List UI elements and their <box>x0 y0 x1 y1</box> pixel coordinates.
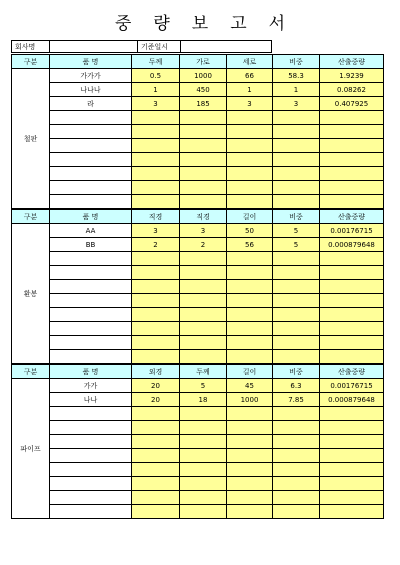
value-cell[interactable]: 20 <box>132 393 180 407</box>
company-field[interactable] <box>50 41 138 53</box>
table-row <box>12 294 384 308</box>
value-cell[interactable] <box>132 491 180 505</box>
value-cell[interactable]: 18 <box>180 393 227 407</box>
value-cell[interactable]: 7.85 <box>273 393 320 407</box>
table-row <box>12 421 384 435</box>
value-cell[interactable] <box>227 421 273 435</box>
column-header: 길이 <box>227 364 273 379</box>
value-cell[interactable] <box>320 167 384 181</box>
value-cell[interactable] <box>273 167 320 181</box>
value-cell[interactable] <box>320 463 384 477</box>
value-cell[interactable] <box>320 350 384 365</box>
table-row <box>12 336 384 350</box>
value-cell[interactable] <box>227 350 273 365</box>
item-name-cell[interactable] <box>50 463 132 477</box>
column-header: 직경 <box>180 209 227 224</box>
value-cell[interactable] <box>132 195 180 210</box>
value-cell[interactable] <box>180 505 227 519</box>
value-cell[interactable]: 5 <box>273 224 320 238</box>
value-cell[interactable] <box>180 322 227 336</box>
value-cell[interactable] <box>180 153 227 167</box>
table-row <box>12 238 384 252</box>
value-cell[interactable] <box>180 280 227 294</box>
value-cell[interactable] <box>132 280 180 294</box>
table-row <box>12 252 384 266</box>
value-cell[interactable] <box>320 477 384 491</box>
value-cell[interactable]: 56 <box>227 238 273 252</box>
value-cell[interactable] <box>180 195 227 210</box>
column-header: 비중 <box>273 209 320 224</box>
item-name-cell[interactable] <box>50 139 132 153</box>
table-row <box>12 407 384 421</box>
value-cell[interactable]: 5 <box>273 238 320 252</box>
value-cell[interactable] <box>273 421 320 435</box>
value-cell[interactable] <box>227 111 273 125</box>
value-cell[interactable] <box>132 266 180 280</box>
column-header: 가로 <box>180 55 227 69</box>
value-cell[interactable] <box>320 153 384 167</box>
value-cell[interactable] <box>320 322 384 336</box>
value-cell[interactable] <box>273 350 320 365</box>
item-name-cell[interactable] <box>50 449 132 463</box>
value-cell[interactable]: 66 <box>227 69 273 83</box>
column-header: 품 명 <box>50 55 132 69</box>
table-row <box>12 393 384 407</box>
table-row <box>12 505 384 519</box>
value-cell[interactable] <box>180 167 227 181</box>
item-name-cell[interactable]: 나나나 <box>50 83 132 97</box>
value-cell[interactable] <box>132 139 180 153</box>
company-label: 회사명 <box>12 41 50 53</box>
value-cell[interactable] <box>132 181 180 195</box>
value-cell[interactable] <box>273 322 320 336</box>
value-cell[interactable] <box>227 477 273 491</box>
value-cell[interactable] <box>273 294 320 308</box>
value-cell[interactable] <box>132 252 180 266</box>
value-cell[interactable] <box>273 252 320 266</box>
item-name-cell[interactable] <box>50 252 132 266</box>
value-cell[interactable]: 1000 <box>227 393 273 407</box>
value-cell[interactable] <box>320 195 384 210</box>
value-cell[interactable] <box>320 449 384 463</box>
item-name-cell[interactable] <box>50 195 132 210</box>
item-name-cell[interactable] <box>50 491 132 505</box>
column-header: 구분 <box>12 55 50 69</box>
value-cell[interactable]: 20 <box>132 379 180 393</box>
column-header: 세로 <box>227 55 273 69</box>
column-header: 비중 <box>273 55 320 69</box>
value-cell[interactable]: 5 <box>180 379 227 393</box>
table-row <box>12 181 384 195</box>
value-cell[interactable]: 1 <box>132 83 180 97</box>
value-cell[interactable] <box>227 252 273 266</box>
value-cell[interactable]: 6.3 <box>273 379 320 393</box>
value-cell[interactable]: 0.08262 <box>320 83 384 97</box>
item-name-cell[interactable] <box>50 421 132 435</box>
weight-report-sheet <box>11 54 384 519</box>
value-cell[interactable] <box>227 167 273 181</box>
value-cell[interactable] <box>320 491 384 505</box>
report-info-row <box>11 40 272 53</box>
value-cell[interactable] <box>227 280 273 294</box>
value-cell[interactable] <box>180 139 227 153</box>
value-cell[interactable] <box>273 308 320 322</box>
value-cell[interactable] <box>132 449 180 463</box>
value-cell[interactable] <box>180 477 227 491</box>
item-name-cell[interactable] <box>50 111 132 125</box>
table-row <box>12 139 384 153</box>
value-cell[interactable] <box>227 195 273 210</box>
value-cell[interactable] <box>180 435 227 449</box>
value-cell[interactable] <box>180 336 227 350</box>
item-name-cell[interactable] <box>50 181 132 195</box>
section-header-row <box>12 364 384 379</box>
column-header: 직경 <box>132 209 180 224</box>
item-name-cell[interactable]: 라 <box>50 97 132 111</box>
table-row <box>12 463 384 477</box>
value-cell[interactable]: 185 <box>180 97 227 111</box>
value-cell[interactable] <box>132 463 180 477</box>
value-cell[interactable] <box>227 322 273 336</box>
value-cell[interactable] <box>320 266 384 280</box>
column-header: 구분 <box>12 364 50 379</box>
value-cell[interactable]: 3 <box>132 97 180 111</box>
value-cell[interactable] <box>273 139 320 153</box>
item-name-cell[interactable] <box>50 407 132 421</box>
value-cell[interactable] <box>320 111 384 125</box>
value-cell[interactable] <box>320 336 384 350</box>
value-cell[interactable] <box>227 266 273 280</box>
column-header: 산출중량 <box>320 55 384 69</box>
item-name-cell[interactable]: 나나 <box>50 393 132 407</box>
value-cell[interactable] <box>273 407 320 421</box>
value-cell[interactable] <box>132 322 180 336</box>
value-cell[interactable]: 1 <box>227 83 273 97</box>
column-header: 산출중량 <box>320 209 384 224</box>
value-cell[interactable]: 0.000879648 <box>320 393 384 407</box>
value-cell[interactable] <box>227 491 273 505</box>
item-name-cell[interactable] <box>50 294 132 308</box>
item-name-cell[interactable]: BB <box>50 238 132 252</box>
value-cell[interactable] <box>180 350 227 365</box>
item-name-cell[interactable] <box>50 167 132 181</box>
value-cell[interactable] <box>132 407 180 421</box>
value-cell[interactable]: 45 <box>227 379 273 393</box>
value-cell[interactable] <box>180 266 227 280</box>
value-cell[interactable] <box>227 505 273 519</box>
report-title: 중량보고서 <box>114 14 308 34</box>
value-cell[interactable] <box>180 421 227 435</box>
value-cell[interactable] <box>227 435 273 449</box>
column-header: 길이 <box>227 209 273 224</box>
value-cell[interactable] <box>273 266 320 280</box>
value-cell[interactable] <box>132 308 180 322</box>
table-row <box>12 491 384 505</box>
table-row <box>12 83 384 97</box>
section-header-row <box>12 55 384 69</box>
value-cell[interactable] <box>273 181 320 195</box>
value-cell[interactable] <box>132 111 180 125</box>
value-cell[interactable] <box>273 463 320 477</box>
value-cell[interactable] <box>132 505 180 519</box>
value-cell[interactable] <box>320 421 384 435</box>
value-cell[interactable] <box>320 407 384 421</box>
value-cell[interactable] <box>227 407 273 421</box>
value-cell[interactable] <box>320 505 384 519</box>
value-cell[interactable] <box>180 111 227 125</box>
table-row <box>12 435 384 449</box>
item-name-cell[interactable] <box>50 280 132 294</box>
value-cell[interactable] <box>132 125 180 139</box>
value-cell[interactable] <box>273 449 320 463</box>
item-name-cell[interactable] <box>50 322 132 336</box>
table-row <box>12 125 384 139</box>
value-cell[interactable] <box>273 477 320 491</box>
value-cell[interactable] <box>320 252 384 266</box>
table-row <box>12 322 384 336</box>
value-cell[interactable] <box>227 139 273 153</box>
value-cell[interactable] <box>227 153 273 167</box>
value-cell[interactable]: 1.9239 <box>320 69 384 83</box>
value-cell[interactable] <box>180 294 227 308</box>
value-cell[interactable]: 1 <box>273 83 320 97</box>
item-name-cell[interactable]: AA <box>50 224 132 238</box>
section-label: 환봉 <box>12 224 50 365</box>
value-cell[interactable] <box>273 111 320 125</box>
section-header-row <box>12 209 384 224</box>
table-row <box>12 97 384 111</box>
table-row <box>12 266 384 280</box>
table-row <box>12 111 384 125</box>
table-row <box>12 308 384 322</box>
table-row <box>12 280 384 294</box>
column-header: 품 명 <box>50 209 132 224</box>
column-header: 산출중량 <box>320 364 384 379</box>
item-name-cell[interactable] <box>50 505 132 519</box>
value-cell[interactable] <box>320 308 384 322</box>
item-name-cell[interactable] <box>50 477 132 491</box>
value-cell[interactable] <box>180 181 227 195</box>
table-row <box>12 379 384 393</box>
value-cell[interactable] <box>320 280 384 294</box>
value-cell[interactable]: 0.5 <box>132 69 180 83</box>
table-row <box>12 350 384 365</box>
item-name-cell[interactable] <box>50 435 132 449</box>
value-cell[interactable]: 0.000879648 <box>320 238 384 252</box>
value-cell[interactable] <box>227 336 273 350</box>
item-name-cell[interactable] <box>50 153 132 167</box>
value-cell[interactable] <box>273 435 320 449</box>
value-cell[interactable] <box>273 125 320 139</box>
value-cell[interactable] <box>227 125 273 139</box>
value-cell[interactable] <box>132 477 180 491</box>
value-cell[interactable]: 3 <box>180 224 227 238</box>
item-name-cell[interactable] <box>50 336 132 350</box>
value-cell[interactable] <box>180 449 227 463</box>
value-cell[interactable] <box>320 435 384 449</box>
value-cell[interactable]: 0.00176715 <box>320 224 384 238</box>
value-cell[interactable] <box>132 167 180 181</box>
value-cell[interactable] <box>132 350 180 365</box>
table-row <box>12 153 384 167</box>
value-cell[interactable]: 58.3 <box>273 69 320 83</box>
value-cell[interactable]: 3 <box>227 97 273 111</box>
value-cell[interactable] <box>273 505 320 519</box>
value-cell[interactable] <box>227 308 273 322</box>
value-cell[interactable] <box>227 463 273 477</box>
table-row <box>12 224 384 238</box>
value-cell[interactable] <box>320 181 384 195</box>
table-row <box>12 477 384 491</box>
value-cell[interactable]: 0.407925 <box>320 97 384 111</box>
value-cell[interactable] <box>273 195 320 210</box>
value-cell[interactable] <box>273 153 320 167</box>
value-cell[interactable]: 3 <box>132 224 180 238</box>
table-row <box>12 195 384 210</box>
column-header: 비중 <box>273 364 320 379</box>
value-cell[interactable] <box>320 294 384 308</box>
value-cell[interactable] <box>132 294 180 308</box>
value-cell[interactable] <box>132 421 180 435</box>
section-label: 파이프 <box>12 379 50 519</box>
value-cell[interactable] <box>180 125 227 139</box>
value-cell[interactable] <box>273 336 320 350</box>
column-header: 두께 <box>132 55 180 69</box>
value-cell[interactable]: 1000 <box>180 69 227 83</box>
value-cell[interactable] <box>180 491 227 505</box>
item-name-cell[interactable] <box>50 125 132 139</box>
value-cell[interactable] <box>132 336 180 350</box>
value-cell[interactable]: 2 <box>180 238 227 252</box>
value-cell[interactable] <box>132 153 180 167</box>
column-header: 구분 <box>12 209 50 224</box>
value-cell[interactable]: 3 <box>273 97 320 111</box>
value-cell[interactable] <box>132 435 180 449</box>
date-field[interactable] <box>181 41 272 53</box>
value-cell[interactable] <box>320 125 384 139</box>
value-cell[interactable] <box>273 280 320 294</box>
table-row <box>12 449 384 463</box>
value-cell[interactable]: 2 <box>132 238 180 252</box>
item-name-cell[interactable] <box>50 308 132 322</box>
table-row <box>12 167 384 181</box>
date-label: 기준일시 <box>138 41 181 53</box>
value-cell[interactable] <box>227 449 273 463</box>
value-cell[interactable] <box>227 181 273 195</box>
column-header: 두께 <box>180 364 227 379</box>
value-cell[interactable]: 450 <box>180 83 227 97</box>
column-header: 품 명 <box>50 364 132 379</box>
item-name-cell[interactable]: 가가가 <box>50 69 132 83</box>
value-cell[interactable] <box>180 407 227 421</box>
value-cell[interactable] <box>180 252 227 266</box>
value-cell[interactable] <box>227 294 273 308</box>
value-cell[interactable] <box>180 308 227 322</box>
table-row <box>12 69 384 83</box>
value-cell[interactable]: 50 <box>227 224 273 238</box>
section-label: 철판 <box>12 69 50 210</box>
item-name-cell[interactable] <box>50 350 132 365</box>
value-cell[interactable] <box>273 491 320 505</box>
column-header: 외경 <box>132 364 180 379</box>
value-cell[interactable] <box>180 463 227 477</box>
item-name-cell[interactable]: 가가 <box>50 379 132 393</box>
value-cell[interactable] <box>320 139 384 153</box>
value-cell[interactable]: 0.00176715 <box>320 379 384 393</box>
item-name-cell[interactable] <box>50 266 132 280</box>
